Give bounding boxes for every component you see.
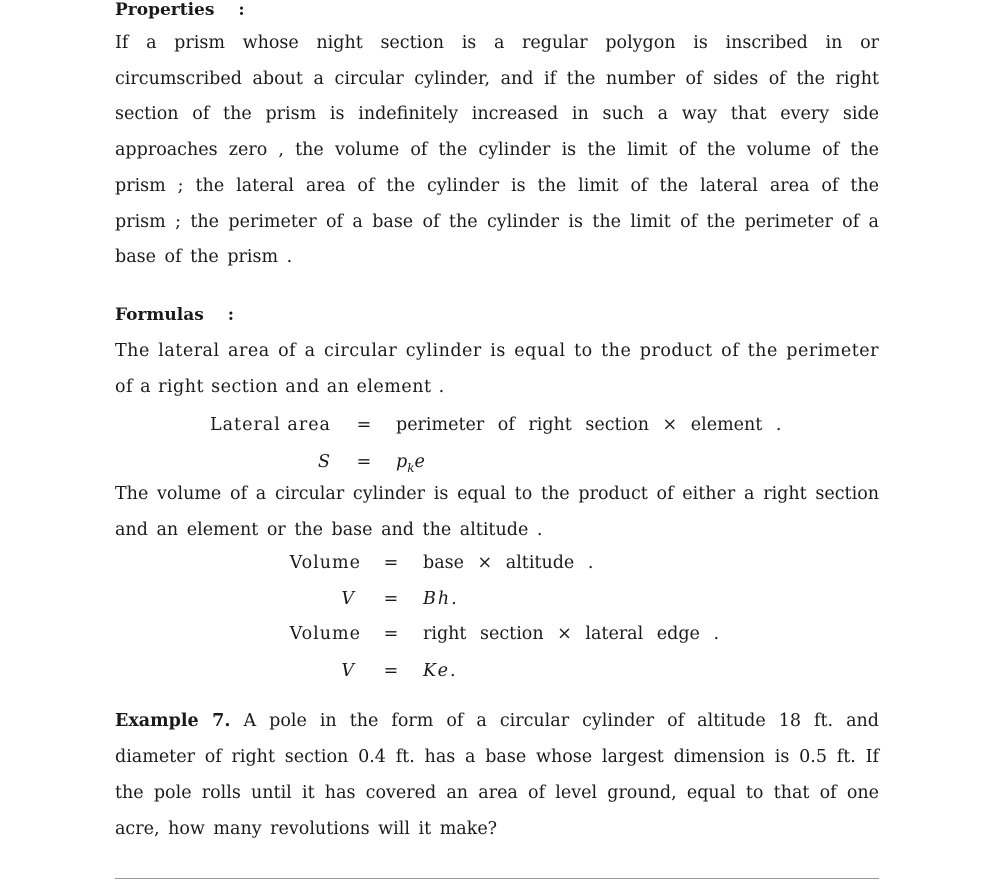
properties-heading-text: Properties <box>115 0 215 20</box>
lateral-area-sym-rhs <box>396 451 425 474</box>
volume-section-eq-lhs: Volume <box>289 624 361 644</box>
lateral-area-symbolic-equation <box>115 451 879 477</box>
volume-base-symbolic-equation <box>115 588 879 610</box>
example-paragraph <box>115 703 879 847</box>
volume-section-sym-rhs: Ke. <box>423 661 458 681</box>
bottom-divider <box>115 878 879 879</box>
example-label: Example 7. <box>115 711 231 731</box>
lateral-area-paragraph: The lateral area of a circular cylinder is equal to the product of the perimeter of a right section and an element . <box>115 341 879 397</box>
volume-section-sym-equals: = <box>383 661 399 681</box>
perimeter-symbol: p <box>396 452 408 472</box>
example-text: A pole in the form of a circular cylinder of altitude 18 ft. and diameter of right section 0.4 ft. has a base whose largest dimension is 0.5 ft. If the pole rolls until it has covered an area of level ground, equal to that of one acre, how many revolutions will it make? <box>115 711 879 839</box>
lateral-area-sym-equals: = <box>356 452 372 472</box>
properties-paragraph: If a prism whose night section is a regular polygon is inscribed in or circumscribed about a circular cylinder, and if the number of sides of the right section of the prism is indefinitely increased in such a way that every side approaches zero , the volume of the cylinder is the limit of the volume of the prism ; the lateral area of the cylinder is the limit of the lateral area of the prism ; the perimeter of a base of the cylinder is the limit of the perimeter of a base of the prism . <box>115 33 879 268</box>
lateral-area-eq-rhs: perimeter of right section × element . <box>396 415 782 435</box>
volume-base-equation <box>115 552 879 574</box>
volume-section-sym-lhs: V <box>341 661 355 681</box>
formulas-heading-colon: : <box>227 305 235 325</box>
lateral-area-equation <box>115 414 879 436</box>
volume-base-sym-equals: = <box>383 589 399 609</box>
volume-paragraph: The volume of a circular cylinder is equal to the product of either a right section and an element or the base and the altitude . <box>115 484 879 540</box>
formulas-heading <box>115 305 234 325</box>
element-symbol: e <box>414 452 425 472</box>
volume-section-equation <box>115 623 879 645</box>
perimeter-subscript: k <box>407 461 415 475</box>
volume-base-eq-equals: = <box>383 553 399 573</box>
lateral-area-sym-lhs: S <box>318 452 331 472</box>
volume-section-symbolic-equation <box>115 660 879 682</box>
formulas-heading-text: Formulas <box>115 305 204 325</box>
properties-heading-colon: : <box>238 0 245 20</box>
volume-section-eq-equals: = <box>383 624 399 644</box>
lateral-area-eq-equals: = <box>356 415 372 435</box>
volume-base-sym-lhs: V <box>341 589 355 609</box>
lateral-area-eq-lhs: Lateral area <box>210 415 331 435</box>
volume-base-eq-lhs: Volume <box>289 553 361 573</box>
volume-base-sym-rhs: Bh. <box>423 589 459 609</box>
properties-heading <box>115 0 245 20</box>
volume-section-eq-rhs: right section × lateral edge . <box>423 624 720 644</box>
volume-base-eq-rhs: base × altitude . <box>423 553 594 573</box>
